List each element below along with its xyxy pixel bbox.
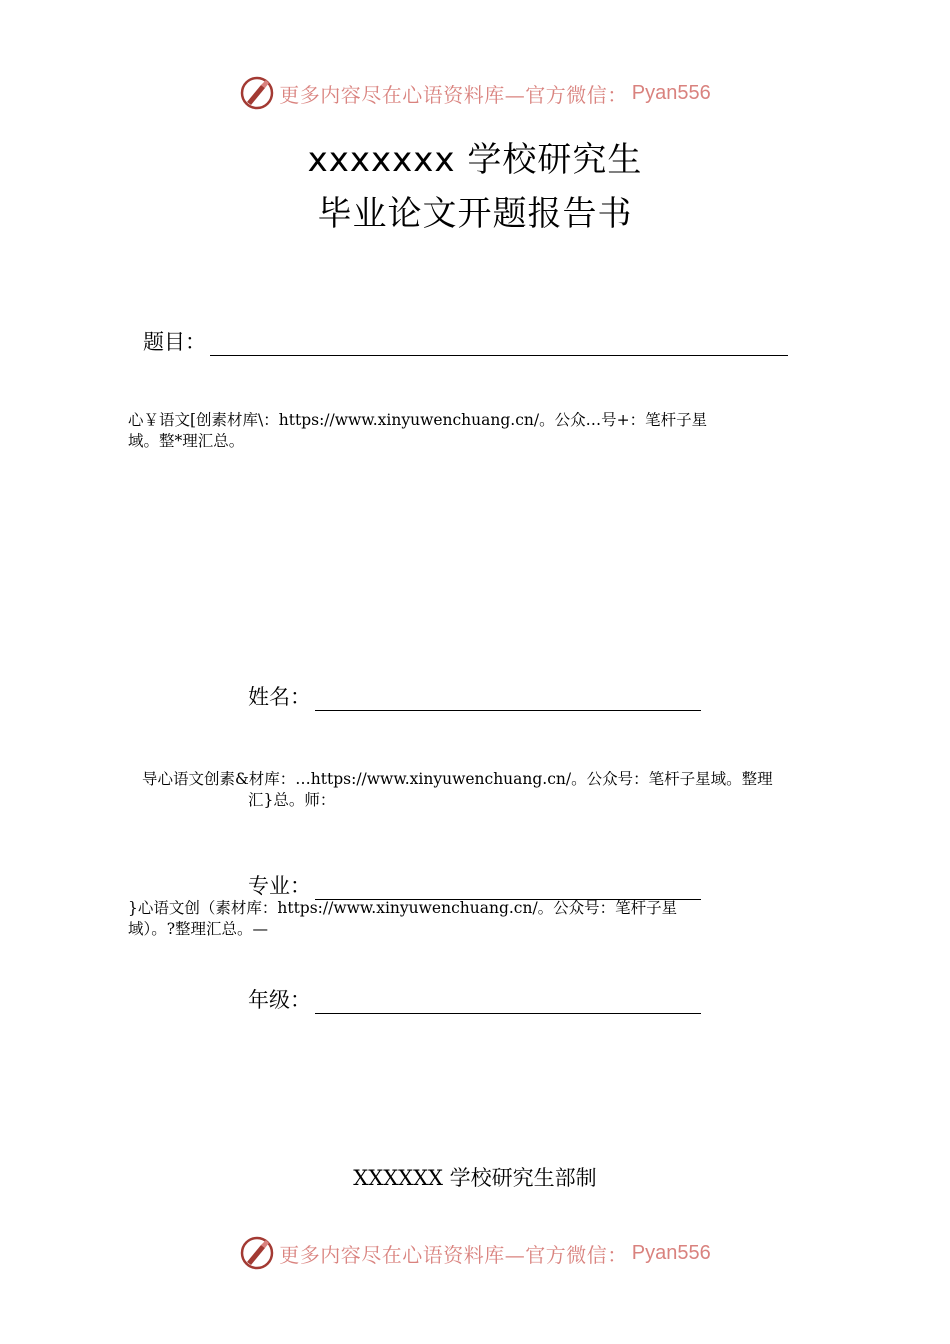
note-1-line-2: 域。整*理汇总。: [128, 432, 245, 450]
banner-text: 更多内容尽在心语资料库—官方微信：: [279, 82, 628, 107]
pen-logo-icon: [239, 75, 275, 111]
name-field: [248, 681, 701, 711]
document-title-line1: xxxxxxx 学校研究生: [307, 140, 643, 180]
major-label: 专业：: [248, 874, 311, 898]
grade-label: 年级：: [248, 988, 311, 1012]
note-2-line-2: 汇}总。师：: [248, 791, 336, 809]
watermark-note-2: [142, 769, 773, 811]
note-2-line-1: 导心语文创素&材库：…https://www.xinyuwenchuang.cn/。公众号：笔杆子星域。整理: [142, 770, 773, 788]
document-title-line2: 毕业论文开题报告书: [317, 194, 633, 234]
name-underline: [315, 686, 701, 711]
banner-wechat-id: Pyan556: [631, 81, 711, 104]
note-3-line-2: 域）。?整理汇总。—: [128, 920, 269, 938]
name-label: 姓名：: [248, 685, 311, 709]
major-field: [248, 870, 701, 900]
topic-field: [143, 326, 788, 356]
header-watermark-banner: [0, 68, 950, 118]
banner-wechat-id: Pyan556: [631, 1241, 711, 1264]
banner-text: 更多内容尽在心语资料库—官方微信：: [279, 1242, 628, 1267]
grade-underline: [315, 989, 701, 1014]
grade-field: [248, 984, 701, 1014]
issuer-footer: XXXXXX 学校研究生部制: [353, 1166, 597, 1190]
topic-underline: [210, 331, 788, 356]
topic-label: 题目：: [143, 330, 206, 354]
watermark-note-3: [128, 898, 677, 940]
footer-watermark-banner: [0, 1228, 950, 1278]
note-3-line-1: }心语文创（素材库：https://www.xinyuwenchuang.cn/。公众号：笔杆子星: [128, 899, 678, 917]
major-underline: [315, 875, 701, 900]
note-1-line-1: 心￥语文[创素材库\：https://www.xinyuwenchuang.cn/。公众…号+：笔杆子星: [128, 411, 708, 429]
watermark-note-1: [128, 410, 707, 452]
pen-logo-icon: [239, 1235, 275, 1271]
